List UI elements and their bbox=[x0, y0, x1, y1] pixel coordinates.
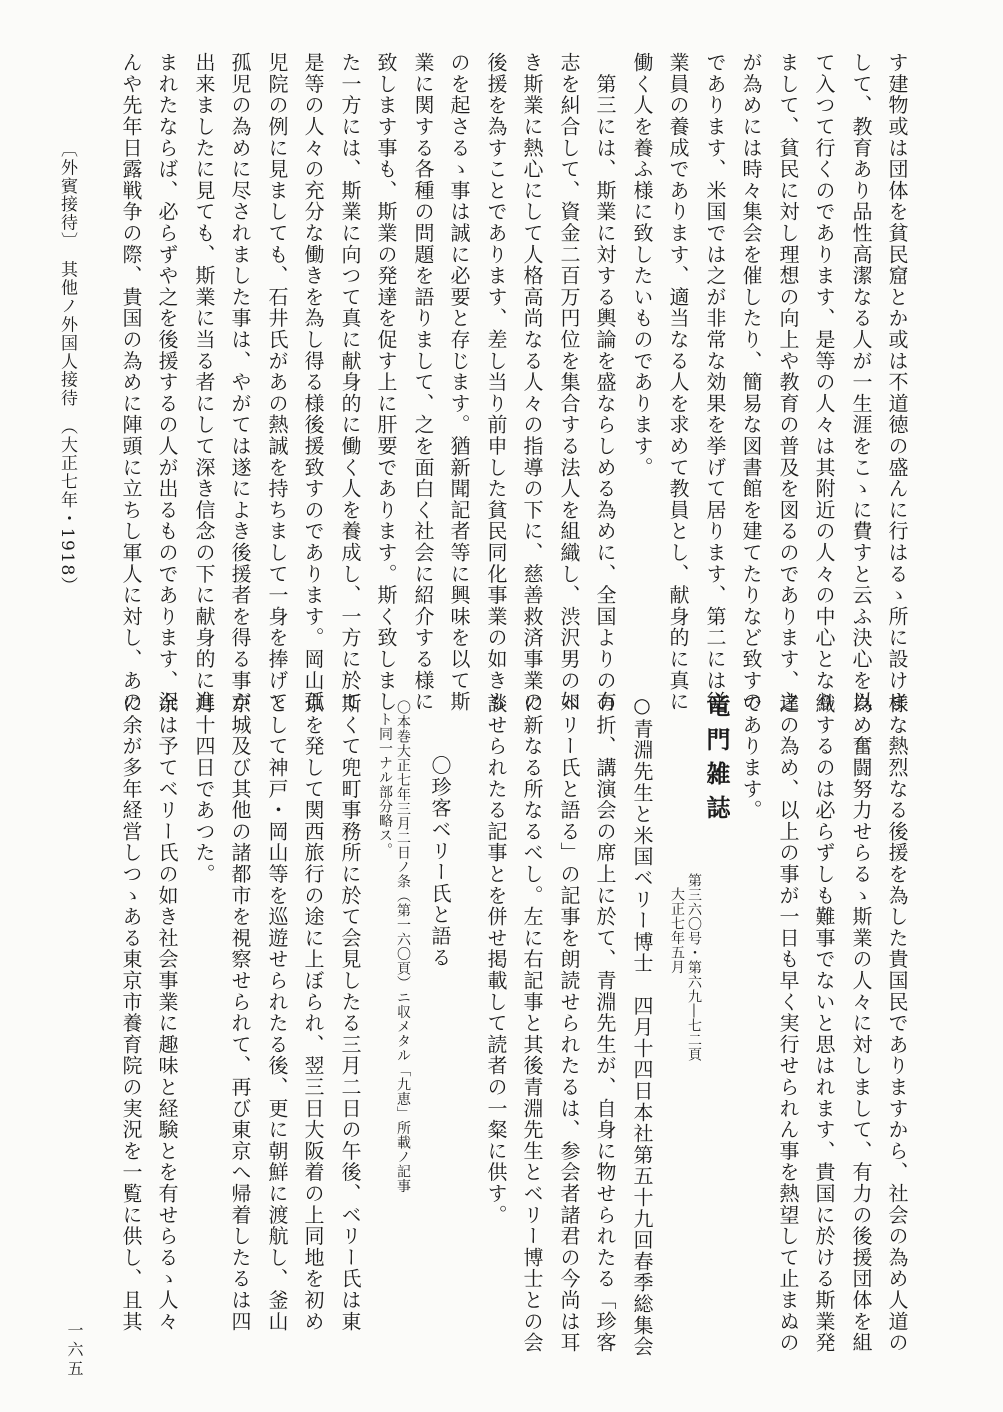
text-line: 月十四日であつた。 bbox=[192, 693, 216, 885]
text-line: ○青淵先生と米国ベリー博士 四月十四日本社第五十九回春季総集会 bbox=[630, 693, 654, 1358]
editorial-note: ト同一ナル部分略ス。 bbox=[377, 712, 393, 857]
text-line: 児院の例に見ましても、石井氏があの熱誠を持ちまして一身を捧げて bbox=[265, 52, 289, 713]
text-line: 第三には、斯業に対する輿論を盛ならしめる為めに、全国よりの有 bbox=[593, 52, 617, 713]
text-line: す建物或は団体を貧民窟とか或は不道徳の盛んに行はるゝ所に設けま bbox=[885, 52, 909, 713]
text-line: た一方には、斯業に向つて真に献身的に働く人を養成し、一方に於て bbox=[338, 52, 362, 713]
text-line: 致します事も、斯業の発達を促す上に肝要であります。斯く致しまし bbox=[374, 52, 398, 713]
text-line: 余は予てベリー氏の如き社会事業に趣味と経験とを有せらるゝ人々 bbox=[155, 693, 179, 1332]
text-line: 業員の養成であります、適当なる人を求めて教員とし、献身的に真に bbox=[666, 52, 690, 713]
text-line: て入つて行くのであります、是等の人々は其附近の人々の中心となり bbox=[812, 52, 836, 713]
magazine-date: 大正七年五月 bbox=[669, 887, 685, 974]
text-line: 為め奮闘努力せらるゝ斯業の人々に対しまして、有力の後援団体を組 bbox=[849, 693, 873, 1354]
text-line: ベリー氏と語る」の記事を朗読せられたるは、参会者諸君の今尚は耳 bbox=[557, 693, 581, 1354]
magazine-issue: 第三六〇号・第六九―七二頁 bbox=[686, 873, 702, 1062]
text-line: 京城及び其他の諸都市を視察せられて、再び東京へ帰着したるは四 bbox=[228, 693, 252, 1332]
text-line: が為めには時々集会を催したり、簡易な図書館を建てたりなど致すの bbox=[739, 52, 763, 713]
text-line: 織するのは必らずしも難事でないと思はれます、貴国に於ける斯業発 bbox=[812, 693, 836, 1354]
text-line: に新なる所なるべし。左に右記事と其後青淵先生とベリー博士との会 bbox=[520, 693, 544, 1354]
text-line: の折、講演会の席上に於て、青淵先生が、自身に物せられたる「珍客 bbox=[593, 693, 617, 1354]
text-line: 後援を為すことであります、差し当り前申した貧民同化事業の如きも bbox=[484, 52, 508, 713]
text-line: 孤児の為めに尽されました事は、やがては遂によき後援者を得る事が bbox=[228, 52, 252, 713]
text-line: 志を糾合して、資金二百万円位を集合する法人を組織し、渋沢男の如 bbox=[557, 52, 581, 713]
text-line: 是等の人々の充分な働きを為し得る様後援致すのであります。岡山孤 bbox=[301, 52, 325, 713]
page-number: 一六五 bbox=[65, 1322, 84, 1379]
text-line: 談せられたる記事とを併せ掲載して読者の一粲に供す。 bbox=[484, 693, 508, 1226]
text-line: 様な熱烈なる後援を為した貴国民でありますから、社会の為め人道の bbox=[885, 693, 909, 1354]
text-line: 京を発して関西旅行の途に上ぼられ、翌三日大阪着の上同地を初め bbox=[301, 693, 325, 1332]
text-line: であります。 bbox=[739, 693, 763, 821]
text-line: として神戸・岡山等を巡遊せられたる後、更に朝鮮に渡航し、釜山 bbox=[265, 693, 289, 1332]
text-line: 達の為め、以上の事が一日も早く実行せられん事を熱望して止まぬの bbox=[776, 693, 800, 1354]
text-line: のを起さるゝ事は誠に必要と存じます。猶新聞記者等に興味を以て斯 bbox=[447, 52, 471, 713]
text-line: 斯くて兜町事務所に於て会見したる三月二日の午後、ベリー氏は東 bbox=[338, 693, 362, 1332]
running-header: 〔外賓接待〕 其他ノ外国人接待 （大正七年・1918） bbox=[57, 140, 77, 596]
text-line: 業に関する各種の問題を語りまして、之を面白く社会に紹介する様に bbox=[411, 52, 435, 713]
section-heading: 〇珍客ベリー氏と語る bbox=[428, 755, 452, 968]
text-line: して、教育あり品性高潔なる人が一生涯をこゝに費すと云ふ決心を以 bbox=[849, 52, 873, 713]
text-line: んや先年日露戦争の際、貴国の為めに陣頭に立ちし軍人に対し、あの bbox=[119, 52, 143, 713]
text-line: まれたならば、必らずや之を後援するの人が出るものであります、況 bbox=[155, 52, 179, 713]
editorial-note: 〇本巻大正七年三月二日ノ条（第一六〇頁）ニ収メタル「九恵」所載ノ記事 bbox=[395, 700, 411, 1193]
text-line: まして、貧民に対し理想の向上や教育の普及を図るのであります、之 bbox=[776, 52, 800, 713]
text-line: 働く人を養ふ様に致したいものであります。 bbox=[630, 52, 654, 478]
text-line: き斯業に熱心にして人格高尚なる人々の指導の下に、慈善救済事業の bbox=[520, 52, 544, 713]
magazine-title: 竜門雑誌 bbox=[702, 693, 731, 829]
text-line: に余が多年経営しつゝある東京市養育院の実況を一覧に供し、且其 bbox=[119, 693, 143, 1332]
text-line: であります、米国では之が非常な効果を挙げて居ります、第二には従 bbox=[703, 52, 727, 713]
text-line: 出来ましたに見ても、斯業に当る者にして深き信念の下に献身的に進 bbox=[192, 52, 216, 713]
